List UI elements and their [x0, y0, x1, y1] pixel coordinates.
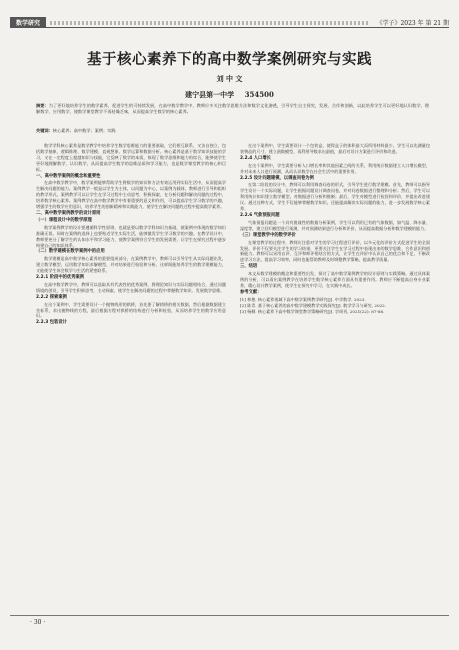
- section-heading: 2.2.4 人口增长: [240, 155, 271, 161]
- section-heading: 三、结语: [240, 264, 258, 270]
- section-heading: 参考文献：: [240, 289, 262, 295]
- page-number: · 30 ·: [30, 619, 46, 626]
- section-heading: 一、高中数学案例的概念和重要性: [36, 173, 101, 179]
- abstract: [36, 103, 429, 115]
- reference-item: [3] 杨柳. 核心素养下高中数学课堂教学策略研究[J]. 学周刊, 2021(22): 87-88.: [240, 308, 385, 314]
- body-paragraph: 在这个案例中，学生需要设计一个抛物线形的拱桥，首先要了解拱桥的相关数据，然后根据数据建立坐标系，求出抛物线的方程，最后根据方程对拱桥的结构进行分析和检验，从而培养学生的数学应用意识。: [36, 301, 226, 319]
- body-paragraph: 在高中数学教学中，教师可以选取具有代表性的优秀案例，将理论知识与实际问题相结合，通过问题情境的创设，引导学生积极思考，主动探索，使学生在解决问题的过程中掌握数学知识，发展数学思维。: [36, 281, 226, 293]
- author-name: 刘 中 文: [216, 74, 243, 83]
- body-paragraph: 在第二阶段的设计中，教师可以利用调查问卷的形式，引导学生进行数学建模。首先，教师可以指导学生设计一个实际问题，让学生根据问题设计调查问卷，并对问卷数据进行整理和分析；然后，学生可以利用统计知识建立数学模型，对数据进行分析和推断；最后，学生对模型进行检验和评价，并提出改进建议。通过这种方式，学生不仅能够掌握数学知识，还能提高解决实际问题的能力，进一步发展数学核心素养。: [240, 182, 430, 212]
- section-heading: （三）课堂教学中的数学评价: [240, 232, 296, 238]
- running-header: [10, 18, 449, 28]
- keywords-text: 核心素养；高中数学；案例；实践: [52, 128, 116, 133]
- section-heading: 二、高中数学案例教学的设计原则: [36, 210, 101, 216]
- body-paragraph: 数学建模是高中数学核心素养的重要组成部分，在案例教学中，教师可以引导学生从实际问题出发，建立数学模型，运用数学知识求解模型，并对结果进行检验和分析。这样既能培养学生的数学建模能力，又能使学生体会数学与生活的紧密联系。: [36, 256, 226, 274]
- body-paragraph: 在课堂教学的过程中，教师应注重对学生的学习过程进行评价，以多元化的评价方式促进学生的全面发展。评价不仅要关注学生的学习结果，更要关注学生在学习过程中表现出来的数学思维、合作意识和创新能力。教师可以采用自评、互评和师评相结合的方式，让学生在评价中认识自己的优点和不足，不断改进学习方法，提高学习效率，同时也能帮助教师及时调整教学策略，提高教学质量。: [240, 239, 430, 263]
- body-paragraph: 数学学科核心素养是数学教学中培养学生数学思维能力的重要基础，它们相互联系，又各自独立，包括数学抽象、逻辑推理、数学建模、直观想象、数学运算和数据分析。核心素养是基于数学知识技能的学习，又在一定程度上超越知识与技能，它反映了数学的本质，体现了数学思维和能力的综合，能够使学生更好地理解数学、认识数学，从而提高学生数学的思维品质和学习能力，也是数学课堂教学的核心和目标。: [36, 143, 226, 172]
- section-tag: 数学研究: [10, 17, 46, 28]
- section-heading: 2.2.3 包装设计: [36, 320, 67, 326]
- footer-rule: [10, 615, 449, 616]
- section-heading: 2.2.5 设计问题建模，以调查问卷为例: [240, 175, 314, 181]
- section-heading: 2.2.2 探索案例: [36, 294, 67, 300]
- section-heading: （一）课程设计中的数学原理: [36, 217, 92, 223]
- body-paragraph: 本文从数学建模的概念和重要性出发，探讨了高中数学案例教学的设计原则与实践策略。通过具体案例的分析，可以看出案例教学在培养学生数学核心素养方面具有重要作用。教师应不断提高自身专业素养，精心设计教学案例，使学生在探究中学习，在实践中成长。: [240, 271, 430, 288]
- section-heading: 2.2.6 气象预报问题: [240, 212, 280, 218]
- keywords-label: 关键词：: [36, 128, 53, 133]
- reference-item: [1] 林艳. 核心素养视域下高中数学案例教学研究[J]. 中学数学, 2023.: [240, 296, 366, 302]
- body-paragraph: 气象预报问题是一个具有挑战性的数据分析案例，学生可以利用已有的气象数据，如气温、降水量、湿度等，建立回归模型进行预测，并对预测结果进行分析和评价，从而提高数据分析和数学建模的能力。: [240, 219, 430, 231]
- header-stripe: [50, 21, 370, 25]
- section-heading: （二）数学建模在数学案例中的应用: [36, 249, 105, 255]
- right-column: [240, 143, 430, 314]
- section-heading: 2.2.1 阶段中的优秀案例: [36, 275, 85, 281]
- reference-item: [2] 陈青. 基于核心素养的高中数学建模教学实践探究[J]. 数学学习与研究, 2022.: [240, 302, 387, 308]
- body-paragraph: 在这个案例中，学生需要分析人口增长率和其他因素之间的关系，利用统计数据建立人口增长模型，并对未来人口进行预测，从而认识数学在社会生活中的重要作用。: [240, 162, 430, 174]
- keywords: [36, 128, 429, 134]
- left-column: [36, 143, 226, 327]
- body-paragraph: 在高中数学教学中，数学案例能够帮助学生将数学的知识和方法有效运用到实际生活中，从而提高学生解决问题的能力。案例教学一般是以学生为主体，以问题为中心，以案例为载体，教师进行引导和组织的教学形式。案例教学可以让学生在学习过程中主动思考，积极探索，在分析问题和解决问题的过程中，培养数学核心素养。案例教学在高中数学教学中有着重要的意义和作用，可以提高学生学习数学的兴趣，增强学生的数学应用意识，培养学生的创新精神和实践能力，使学生在解决问题的过程中提高数学素养。: [36, 180, 226, 210]
- abstract-label: 摘要：: [36, 103, 49, 108]
- body-paragraph: 数学案例教学的设计要遵循科学性原则，也就是要以数学学科知识为基础，使案例中体现的数学知识准确无误，同时在案例的选择上也要贴近学生实际生活，能够激发学生学习数学的兴趣。在教学设计中，教师要充分了解学生的认知水平和学习能力，使教学案例符合学生的发展需要，让学生在探究过程中逐步构建自己的知识体系。: [36, 224, 226, 248]
- postcode: 354500: [244, 90, 274, 99]
- affiliation: [0, 90, 459, 100]
- journal-info: 《学子》2023 年 第 21 期: [376, 20, 449, 27]
- abstract-text: 为了更好地培养学生的数学素养，促进学生的可持续发展，在高中数学教学中，教师应多关注数学思维方法和数学文化渗透，引导学生自主探究，发展、合作和创新，以此培养学生可以更好地认识数学、理解数学、应用数学，使数学课堂教学不再枯燥乏味，从而提高学生数学的核心素养。: [36, 103, 429, 114]
- article-title: 基于核心素养下的高中数学案例研究与实践: [87, 52, 372, 68]
- school-name: 建宁县第一中学: [185, 90, 235, 99]
- body-paragraph: 在这个案例中，学生需要设计一个包装盒，使得盒子的体积最大而所用材料最少。学生可以先测量包装物品的尺寸，建立函数模型，再利用导数求出最值，最后对设计方案进行评价和改进。: [240, 143, 430, 154]
